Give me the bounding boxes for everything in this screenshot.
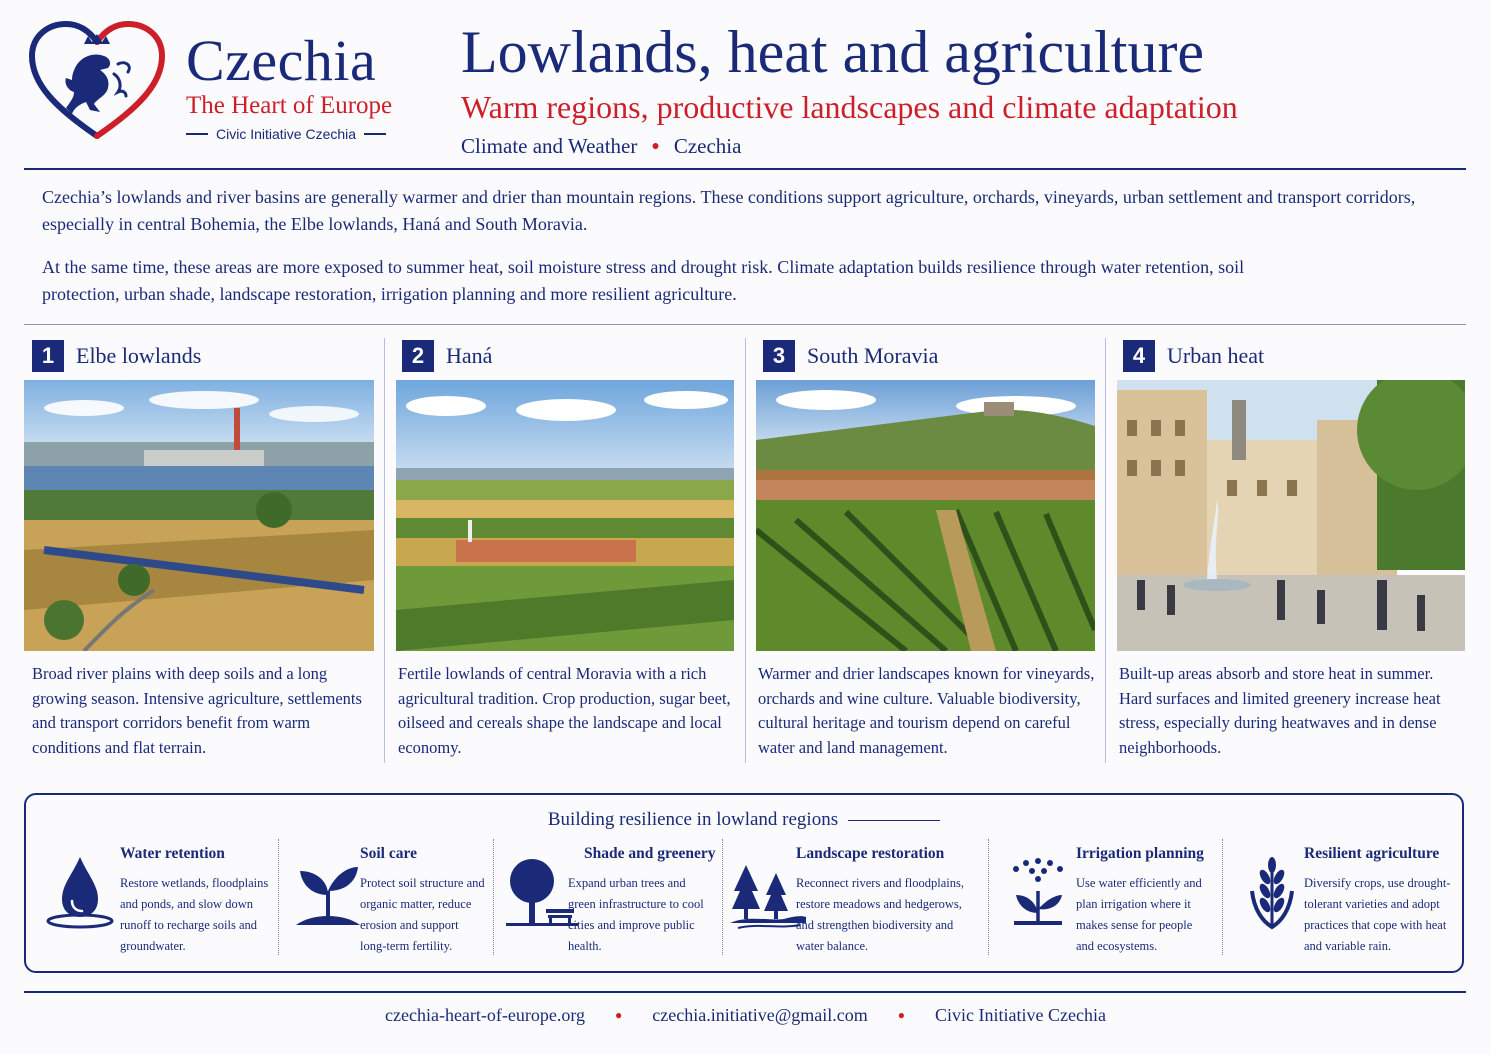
region-description-south-moravia: Warmer and drier landscapes known for vineyards, orchards and wine culture. Valuable biodiversity, cultural heritage and tourism depend on careful water and land management. xyxy=(758,664,1095,757)
region-title: Urban heat xyxy=(1167,343,1265,368)
page-title: Lowlands, heat and agriculture xyxy=(461,19,1205,85)
resilience-item-name: Resilient agriculture xyxy=(1304,845,1440,862)
footer-email-link[interactable]: czechia.initiative@gmail.com xyxy=(652,1005,868,1025)
irrigation-icon xyxy=(998,851,1078,931)
brand-organization xyxy=(186,126,392,142)
water-drop-icon xyxy=(40,851,120,931)
footer-divider xyxy=(24,991,1466,993)
south-moravia-photo xyxy=(756,380,1095,651)
resilience-separator xyxy=(988,839,989,955)
hana-photo xyxy=(396,380,734,651)
resilience-item-irrigation-planning xyxy=(998,843,1218,963)
region-number: 3 xyxy=(763,340,795,372)
resilience-title-text: Building resilience in lowland regions xyxy=(547,809,839,830)
resilience-item-name: Landscape restoration xyxy=(796,845,945,862)
header-divider xyxy=(24,168,1466,170)
resilience-item-water-retention xyxy=(40,843,280,963)
resilience-item-name: Soil care xyxy=(360,845,417,862)
sprout-icon xyxy=(288,851,368,931)
column-divider xyxy=(745,338,746,763)
resilience-separator xyxy=(278,839,279,955)
resilience-item-desc: Expand urban trees and green infrastructure to cool cities and improve public health. xyxy=(568,876,704,953)
brand-organization-label: Civic Initiative Czechia xyxy=(216,126,357,142)
region-number: 1 xyxy=(32,340,64,372)
heart-lion-emblem-icon xyxy=(26,18,168,144)
resilience-item-name: Irrigation planning xyxy=(1076,845,1204,862)
resilience-item-desc: Protect soil structure and organic matter, reduce erosion and support long-term fertility. xyxy=(360,876,485,953)
brand xyxy=(186,28,393,142)
breadcrumb-item-category[interactable]: Climate and Weather xyxy=(461,134,638,158)
intro-paragraph-1: Czechia’s lowlands and river basins are generally warmer and drier than mountain regions. These conditions support agriculture, orchards, vineyards, urban settlement and transport corridors, especially in central Bohemia, the Elbe lowlands, Haná and South Moravia. xyxy=(42,187,1416,234)
region-card-urban-heat xyxy=(1123,338,1473,374)
footer-separator: ● xyxy=(615,1008,623,1022)
footer-website-link[interactable]: czechia-heart-of-europe.org xyxy=(385,1005,586,1025)
column-divider xyxy=(384,338,385,763)
region-card-hana xyxy=(402,338,752,374)
page-subtitle: Warm regions, productive landscapes and climate adaptation xyxy=(461,89,1238,125)
region-title: Haná xyxy=(446,343,493,368)
resilience-separator xyxy=(722,839,723,955)
wheat-icon xyxy=(1232,851,1312,931)
brand-name: Czechia xyxy=(186,28,377,93)
intro-paragraph-2: At the same time, these areas are more exposed to summer heat, soil moisture stress and drought risk. Climate adaptation builds resilience through water retention, soil protection, urban shade, landscape restoration, irrigation planning and more resilient agriculture. xyxy=(42,257,1245,304)
urban-heat-photo xyxy=(1117,380,1465,651)
resilience-item-resilient-agriculture xyxy=(1232,843,1454,963)
resilience-item-soil-care xyxy=(288,843,498,963)
region-number: 2 xyxy=(402,340,434,372)
region-card-elbe-lowlands xyxy=(32,338,382,374)
resilience-item-desc: Reconnect rivers and floodplains, restore meadows and hedgerows, and strengthen biodiversity and water balance. xyxy=(796,876,965,953)
region-card-south-moravia xyxy=(763,338,1113,374)
resilience-item-desc: Diversify crops, use drought-tolerant varieties and adopt practices that cope with heat and variable rain. xyxy=(1304,876,1451,953)
brand-tagline: The Heart of Europe xyxy=(186,92,393,119)
intro-divider xyxy=(24,324,1466,325)
breadcrumb-item-country[interactable]: Czechia xyxy=(673,134,742,158)
resilience-panel xyxy=(24,793,1464,973)
region-title: Elbe lowlands xyxy=(76,343,202,368)
resilience-item-name: Shade and greenery xyxy=(584,845,716,862)
resilience-item-desc: Restore wetlands, floodplains and ponds, and slow down runoff to recharge soils and groundwater. xyxy=(120,876,269,953)
region-description-hana: Fertile lowlands of central Moravia with a rich agricultural tradition. Crop production, sugar beet, oilseed and cereals shape the landscape and local economy. xyxy=(398,664,731,757)
footer-organization: Civic Initiative Czechia xyxy=(935,1005,1106,1025)
column-divider xyxy=(1105,338,1106,763)
breadcrumb-separator: ● xyxy=(651,138,660,154)
resilience-separator xyxy=(493,839,494,955)
resilience-separator xyxy=(1222,839,1223,955)
region-title: South Moravia xyxy=(807,343,939,368)
breadcrumb xyxy=(461,134,1461,159)
resilience-item-landscape-restoration xyxy=(728,843,988,963)
footer xyxy=(0,1005,1491,1026)
resilience-title xyxy=(26,809,1462,831)
resilience-item-name: Water retention xyxy=(120,845,225,862)
resilience-item-shade-and-greenery xyxy=(502,843,732,963)
header xyxy=(461,18,1461,159)
resilience-item-desc: Use water efficiently and plan irrigation where it makes sense for people and ecosystems. xyxy=(1076,876,1202,953)
footer-separator: ● xyxy=(897,1008,906,1022)
elbe-lowlands-photo xyxy=(24,380,374,651)
region-description-urban-heat: Built-up areas absorb and store heat in summer. Hard surfaces and limited greenery increase heat stress, especially during heatwaves and in dense neighborhoods. xyxy=(1119,664,1441,757)
region-number: 4 xyxy=(1123,340,1155,372)
region-description-elbe-lowlands: Broad river plains with deep soils and a long growing season. Intensive agriculture, settlements and transport corridors benefit from warm conditions and flat terrain. xyxy=(32,664,362,757)
logo xyxy=(26,18,406,148)
